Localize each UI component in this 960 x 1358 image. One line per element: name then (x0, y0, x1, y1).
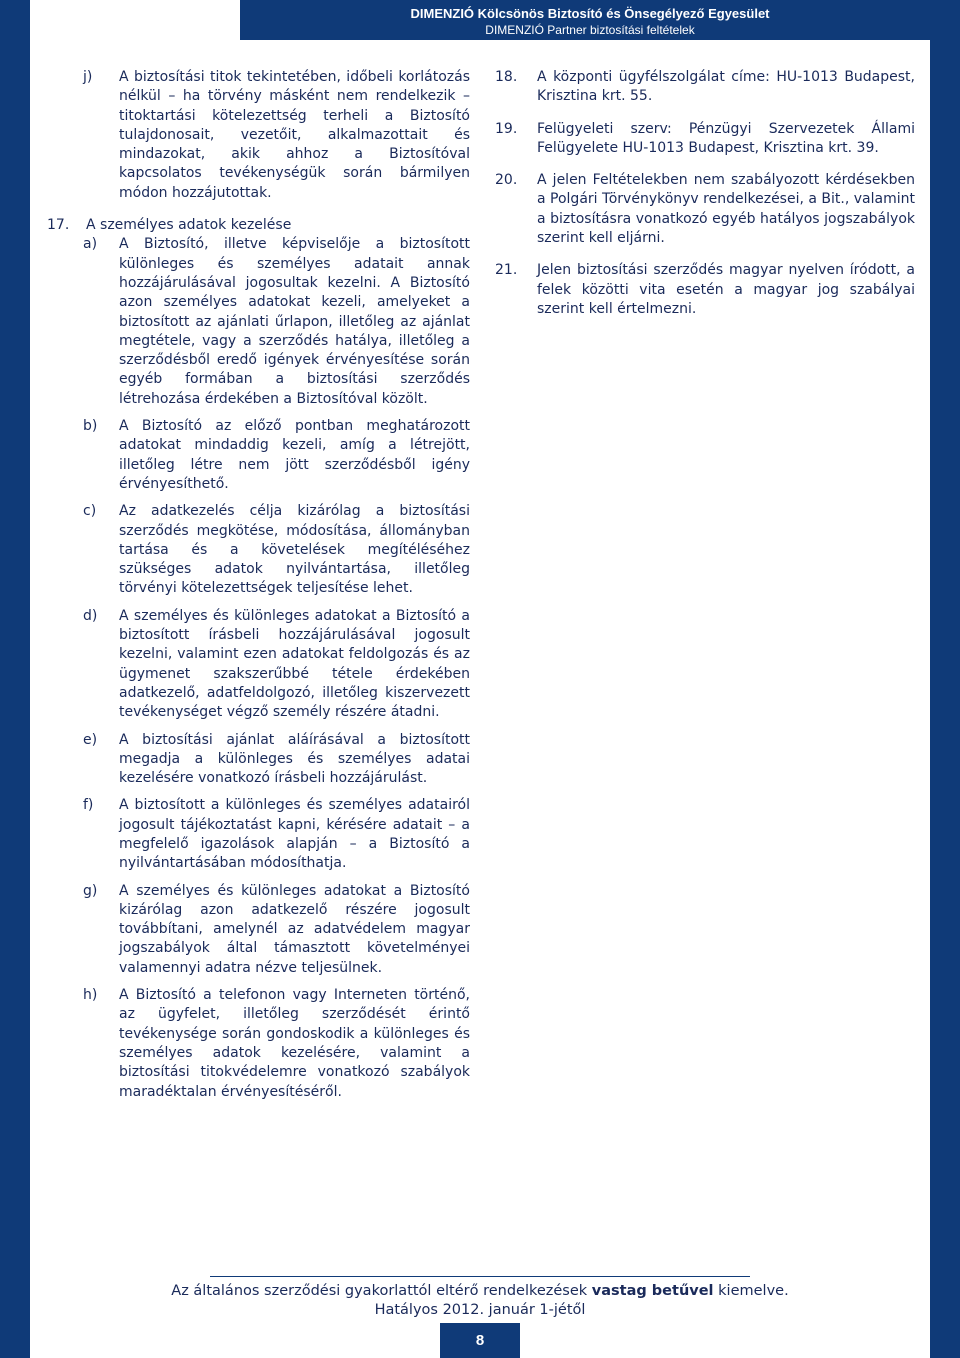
clause-label: j) (83, 69, 93, 85)
section-20 (495, 171, 915, 248)
subclause-label: b) (83, 418, 98, 435)
subclause-text: A Biztosító az előző pontban meghatározott adatokat mindaddig kezeli, amíg a létrejött, illetőleg létre nem jött szerződésből igény érvényesíthető. (119, 418, 470, 492)
clause-text: A biztosítási titok tekintetében, időbeli korlátozás nélkül – ha törvény másként nem rendelkezik – titoktartási kötelezettség terheli a Biztosító tulajdonosait, vezetőit, alkalmazottait és mindazokat, akik ahhoz a Biztosítóval kapcsolatos tevékenységük során bármilyen módon hozzájutottak. (119, 69, 470, 201)
left-border-stripe (0, 0, 30, 1358)
footer-rule (210, 1276, 750, 1277)
subclause-g (83, 882, 470, 978)
footer-effective-date: Hatályos 2012. január 1-jétől (374, 1302, 586, 1318)
subclause-text: Az adatkezelés célja kizárólag a biztosítási szerződés megkötése, módosítása, állományban tartása és a követelések megítéléséhez szükséges adatok nyilvántartása, illetőleg törvényi kötelezettségek teljesítése lehet. (119, 503, 470, 597)
section-18 (495, 68, 915, 107)
section-text: A jelen Feltételekben nem szabályozott kérdésekben a Polgári Törvénykönyv rendelkezései, a Bit., valamint a biztosításra vonatkozó egyéb hatályos jogszabályok szerint kell eljárni. (537, 172, 915, 247)
section-text: A központi ügyfélszolgálat címe: HU-1013 Budapest, Krisztina krt. 55. (537, 69, 915, 105)
section-number: 18. (495, 69, 518, 85)
header-subtitle: DIMENZIÓ Partner biztosítási feltételek (485, 23, 695, 37)
left-column (47, 68, 470, 1102)
subclause-text: A biztosítási ajánlat aláírásával a biztosított megadja a különleges és személyes adatai kezelésére vonatkozó írásbeli hozzájárulást. (119, 731, 470, 787)
subclause-f (83, 796, 470, 873)
section-19 (495, 120, 915, 159)
footer-note-prefix: Az általános szerződési gyakorlattól eltérő rendelkezések (171, 1283, 588, 1299)
section-number: 21. (495, 262, 518, 279)
subclause-label: e) (83, 731, 98, 748)
subclause-b (83, 417, 470, 494)
subclause-label: f) (83, 797, 94, 814)
section-text: Felügyeleti szerv: Pénzügyi Szervezetek Állami Felügyelete HU-1013 Budapest, Krisztina krt. 39. (537, 120, 915, 156)
footer-note-bold: vastag betűvel (591, 1283, 714, 1299)
subclause-text: A Biztosító a telefonon vagy Interneten történő, az ügyfelet, illetőleg szerződését érintő tevékenysége során gondoskodik a különleges és személyes adatok kezelésére, valamint a biztosítási titokvédelemre vonatkozó szabályok maradéktalan érvényesítéséről. (119, 987, 470, 1100)
page-header (240, 0, 940, 40)
right-border-stripe (930, 0, 960, 1358)
subclause-e (83, 731, 470, 789)
subclause-text: A Biztosító, illetve képviselője a biztosított különleges és személyes adatait annak hozzájárulásával jogosultak kezelni. A Biztosító azon személyes adatokat kezeli, amelyeket a biztosított az ajánlati űrlapon, illetőleg az ajánlat megtétele, vagy a szerződés hatálya, illetőleg a szerződésből eredő igények érvényesítése során egyéb formában a biztosítási szerződés létrehozása érdekében a Biztosítóval közölt. (119, 236, 470, 407)
subclause-h (83, 986, 470, 1102)
subclause-label: h) (83, 987, 98, 1004)
section-number: 20. (495, 172, 518, 189)
subclause-label: c) (83, 503, 97, 520)
subclause-text: A biztosított a különleges és személyes adatairól jogosult tájékoztatást kapni, kérésére adatait – a megfelelő igazolások alapján – a Biztosító a nyilvántartásában módosíthatja. (119, 797, 470, 872)
section-21 (495, 261, 915, 319)
subclause-text: A személyes és különleges adatokat a Biztosító a biztosított írásbeli hozzájárulásával jogosult kezelni, valamint ezen adatokat feldolgozás és az ügymenet szakszerűbbé tétele érdekében adatkezelő, adatfeldolgozó, illetőleg kiszervezett tevékenységet végző személy részére átadni. (119, 607, 470, 721)
subclause-label: a) (83, 236, 98, 253)
right-column (495, 68, 915, 319)
page-number: 8 (440, 1323, 520, 1358)
subclause-d (83, 607, 470, 723)
header-title: DIMENZIÓ Kölcsönös Biztosító és Önsegélyező Egyesület (410, 6, 770, 21)
section-number: 19. (495, 120, 518, 137)
footer-note (30, 1283, 930, 1299)
section-17-heading (47, 216, 470, 235)
section-number: 17. (47, 217, 70, 234)
subclause-label: g) (83, 882, 98, 899)
clause-j (83, 68, 470, 203)
subclause-a (83, 235, 470, 409)
footer-note-suffix: kiemelve. (718, 1283, 789, 1299)
section-text: Jelen biztosítási szerződés magyar nyelven íródott, a felek közötti vita esetén a magyar jog szabályai szerint kell értelmezni. (537, 262, 915, 317)
subclause-c (83, 502, 470, 598)
subclause-label: d) (83, 607, 98, 624)
section-title: A személyes adatok kezelése (86, 217, 292, 234)
subclause-text: A személyes és különleges adatokat a Biztosító kizárólag azon adatkezelő részére jogosult továbbítani, amelynél az adatvédelem magyar jogszabályok által támasztott követelményei valamennyi adatra nézve teljesülnek. (119, 882, 470, 976)
